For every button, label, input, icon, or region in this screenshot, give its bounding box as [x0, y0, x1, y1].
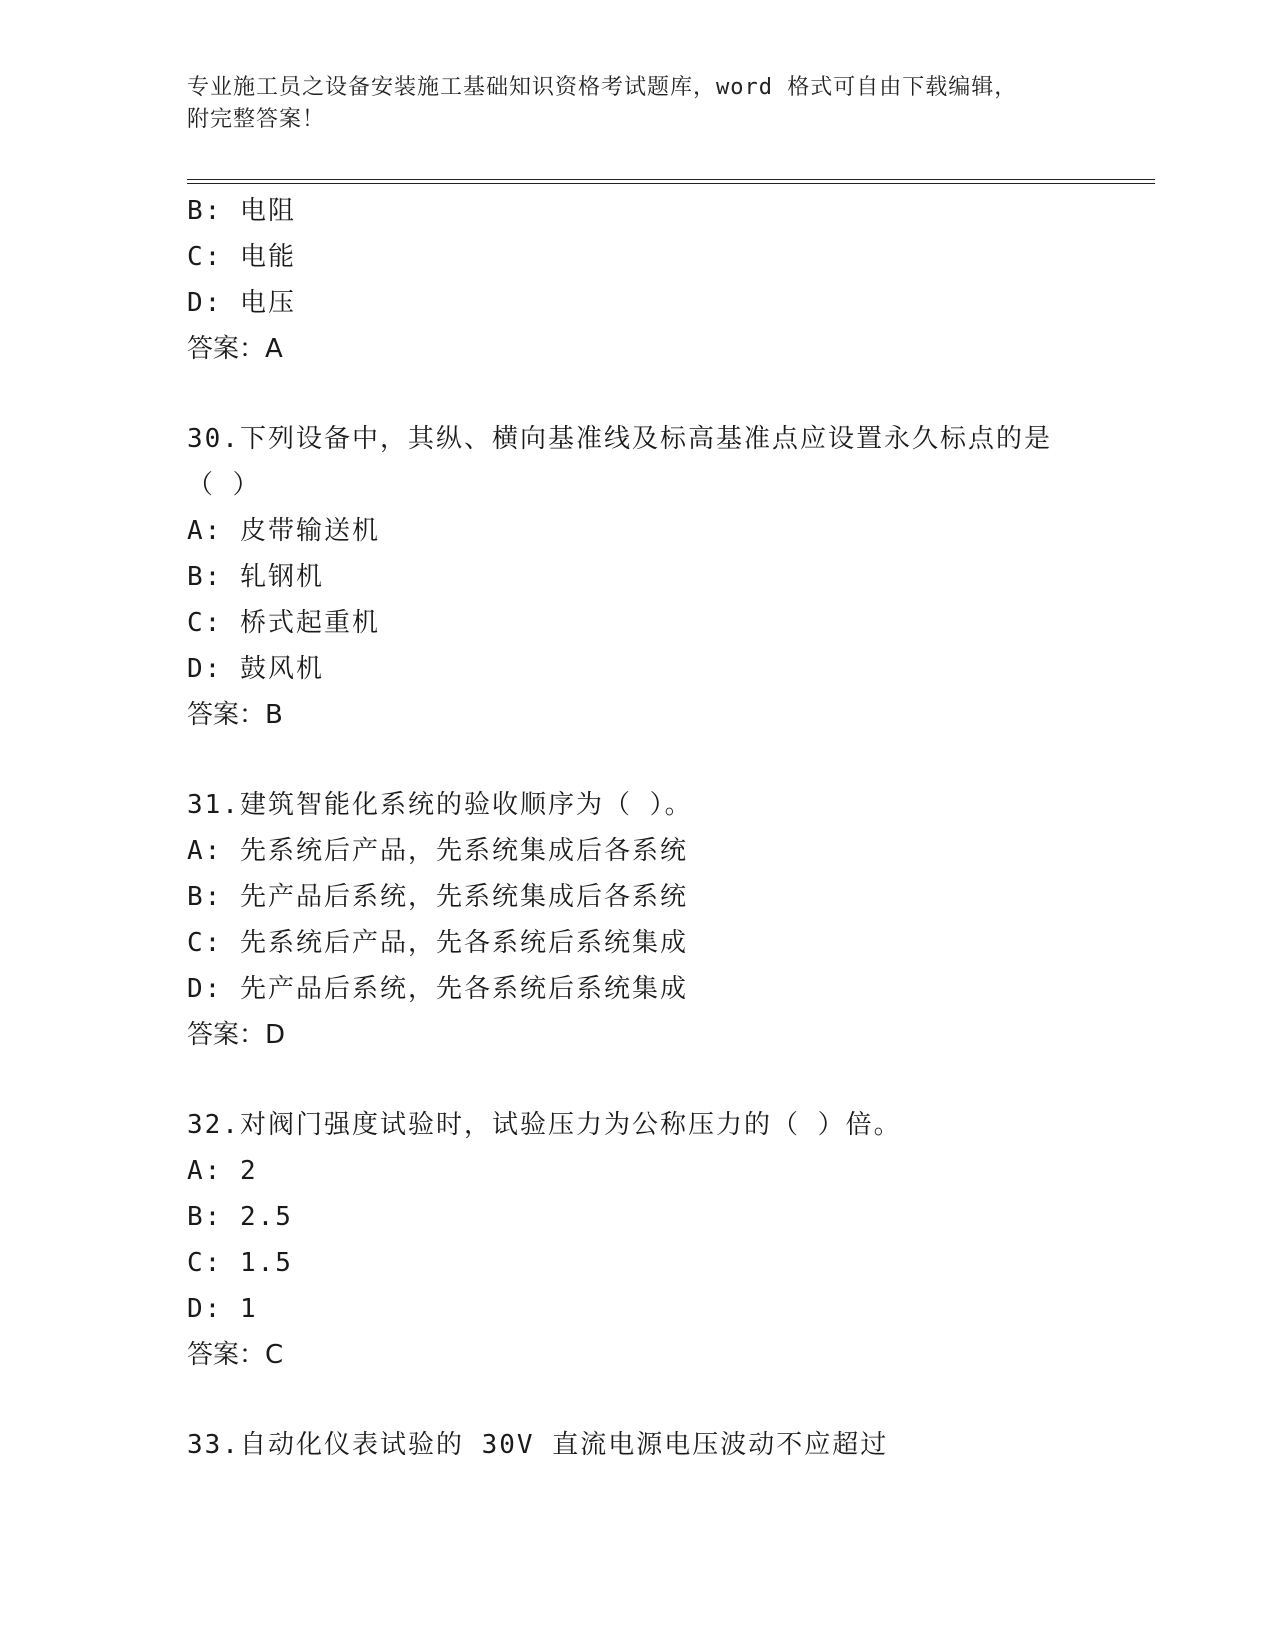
answer-line: 答案：D: [187, 1020, 286, 1050]
header-divider-bottom: [187, 183, 1155, 184]
option-d: D: 1: [187, 1294, 258, 1324]
answer-line: 答案：B: [187, 700, 283, 730]
question-stem-continued: （ ）: [187, 470, 261, 500]
spacer: [187, 372, 1147, 416]
answer-line: 答案：A: [187, 334, 283, 364]
header-divider-top: [187, 179, 1155, 180]
option-b: B: 先产品后系统，先系统集成后各系统: [187, 882, 688, 912]
question-30: [187, 416, 1147, 738]
option-b: B: 电阻: [187, 196, 296, 226]
option-a: A: 先系统后产品，先系统集成后各系统: [187, 836, 688, 866]
header-title-line-2: 附完整答案！: [187, 107, 326, 132]
option-d: D: 先产品后系统，先各系统后系统集成: [187, 974, 688, 1004]
document-header: [187, 72, 1087, 136]
question-stem: 30.下列设备中，其纵、横向基准线及标高基准点应设置永久标点的是: [187, 424, 1052, 454]
question-31: [187, 782, 1147, 1058]
question-stem: 32.对阀门强度试验时，试验压力为公称压力的（ ）倍。: [187, 1110, 902, 1140]
option-b: B: 2.5: [187, 1202, 293, 1232]
question-stem: 31.建筑智能化系统的验收顺序为（ ）。: [187, 790, 693, 820]
spacer: [187, 738, 1147, 782]
option-a: A: 皮带输送机: [187, 516, 380, 546]
option-d: D: 电压: [187, 288, 296, 318]
option-a: A: 2: [187, 1156, 258, 1186]
answer-line: 答案：C: [187, 1340, 284, 1370]
option-c: C: 桥式起重机: [187, 608, 380, 638]
spacer: [187, 1058, 1147, 1102]
spacer: [187, 1378, 1147, 1422]
option-b: B: 轧钢机: [187, 562, 324, 592]
question-29-continuation: [187, 188, 1147, 372]
option-c: C: 1.5: [187, 1248, 293, 1278]
question-32: [187, 1102, 1147, 1378]
header-title-line-1: 专业施工员之设备安装施工基础知识资格考试题库，word 格式可自由下载编辑，: [187, 75, 1018, 100]
option-c: C: 先系统后产品，先各系统后系统集成: [187, 928, 688, 958]
question-33: [187, 1422, 1147, 1468]
option-d: D: 鼓风机: [187, 654, 324, 684]
question-list: [187, 188, 1147, 1468]
question-stem: 33.自动化仪表试验的 30V 直流电源电压波动不应超过: [187, 1430, 889, 1460]
option-c: C: 电能: [187, 242, 296, 272]
